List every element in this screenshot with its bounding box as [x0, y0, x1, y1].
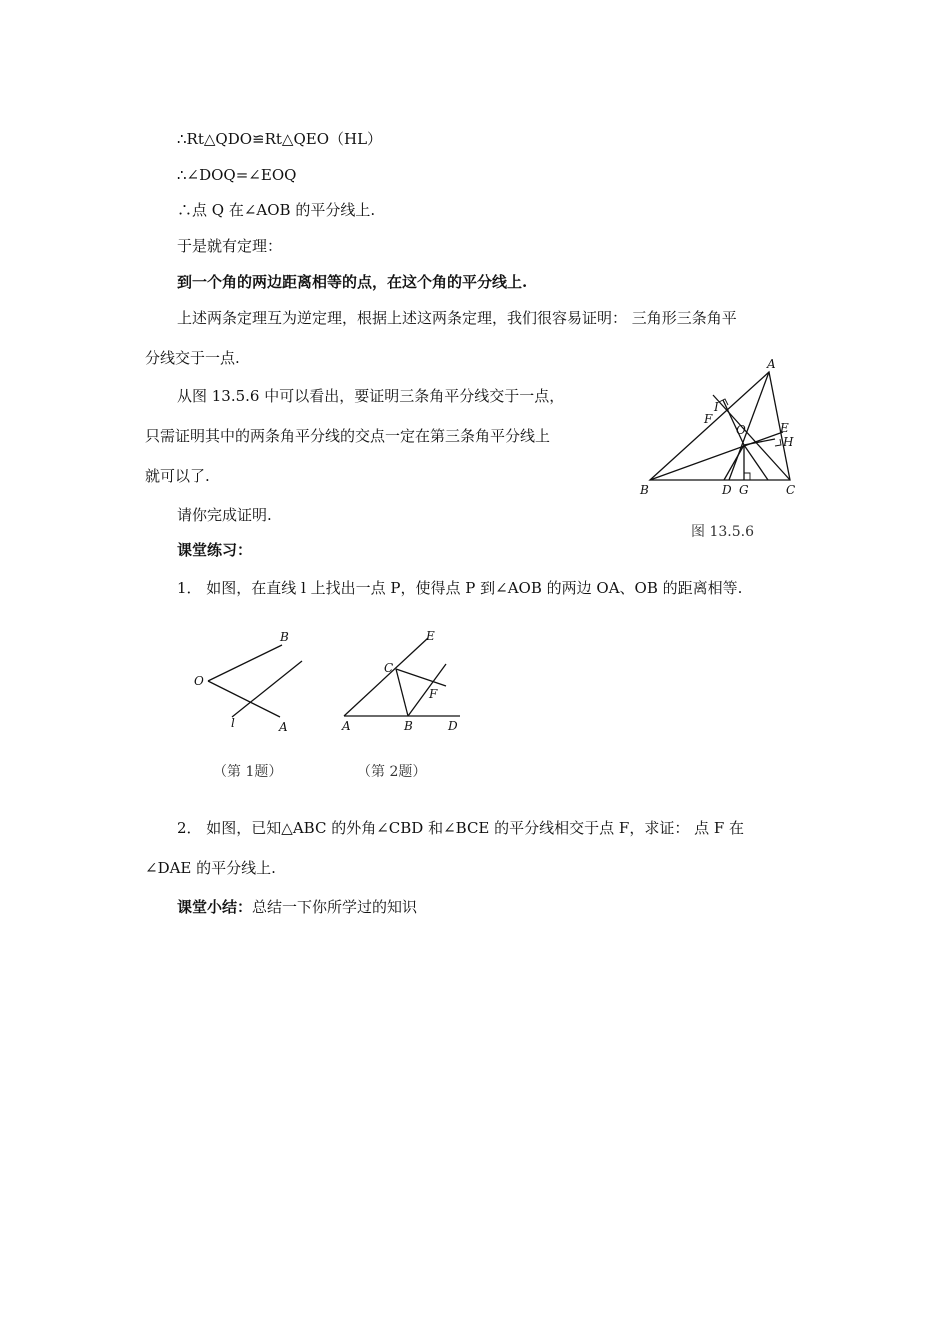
svg-text:O: O — [736, 423, 746, 437]
class-summary-heading: 课堂小结： — [177, 898, 253, 916]
figure-13-5-6-caption: 图 13.5.6 — [691, 524, 754, 540]
class-summary-text: 总结一下你所学过的知识 — [252, 898, 418, 916]
paragraph-inverse-theorem-cont: 分线交于一点. — [145, 349, 240, 367]
svg-text:E: E — [780, 421, 789, 435]
figure-exercise-1 — [190, 625, 320, 735]
class-summary — [177, 897, 417, 917]
proof-line-congruent: ∴Rt△QDO≌Rt△QEO（HL） — [177, 130, 383, 148]
svg-text:B: B — [280, 630, 289, 644]
svg-text:H: H — [783, 435, 794, 449]
section-heading-practice: 课堂练习： — [177, 541, 253, 559]
figure-exercise-2-caption: （第 2题） — [357, 764, 427, 780]
theorem-intro: 于是就有定理： — [177, 237, 283, 255]
svg-text:O: O — [194, 674, 204, 688]
svg-text:D: D — [448, 719, 458, 733]
svg-text:B: B — [404, 719, 413, 733]
proof-line-conclusion: ∴点 Q 在∠AOB 的平分线上. — [177, 201, 376, 219]
svg-text:G: G — [739, 483, 749, 497]
svg-text:F: F — [429, 687, 438, 701]
svg-text:C: C — [384, 661, 394, 675]
svg-text:E: E — [426, 629, 435, 643]
figure-exercise-1-caption: （第 1题） — [213, 764, 283, 780]
exercise-2: 2． 如图，已知△ABC 的外角∠CBD 和∠BCE 的平分线相交于点 F，求证： 点 F 在 — [177, 819, 745, 837]
svg-text:C: C — [786, 483, 796, 497]
svg-text:A: A — [342, 719, 351, 733]
figure-13-5-6 — [628, 352, 810, 508]
paragraph-figure-ref-cont: 只需证明其中的两条角平分线的交点一定在第三条角平分线上 — [145, 427, 551, 445]
theorem-statement: 到一个角的两边距离相等的点，在这个角的平分线上. — [177, 273, 528, 291]
proof-line-angles-equal: ∴∠DOQ=∠EOQ — [177, 166, 297, 184]
svg-text:l: l — [231, 716, 235, 730]
paragraph-figure-ref: 从图 13.5.6 中可以看出，要证明三条角平分线交于一点， — [177, 387, 565, 405]
paragraph-figure-ref-end: 就可以了. — [145, 467, 210, 485]
exercise-2-cont: ∠DAE 的平分线上. — [145, 859, 276, 877]
svg-text:A: A — [279, 720, 288, 734]
prompt-complete-proof: 请你完成证明. — [177, 506, 272, 524]
svg-text:D: D — [722, 483, 732, 497]
svg-text:F: F — [704, 412, 713, 426]
svg-text:I: I — [714, 400, 719, 414]
figure-exercise-2 — [336, 628, 468, 736]
exercise-1: 1． 如图，在直线 l 上找出一点 P，使得点 P 到∠AOB 的两边 OA、OB 的距离相等. — [177, 579, 743, 597]
paragraph-inverse-theorem: 上述两条定理互为逆定理，根据上述这两条定理，我们很容易证明： 三角形三条角平 — [177, 309, 737, 327]
svg-text:B: B — [640, 483, 649, 497]
svg-text:A: A — [767, 357, 776, 371]
